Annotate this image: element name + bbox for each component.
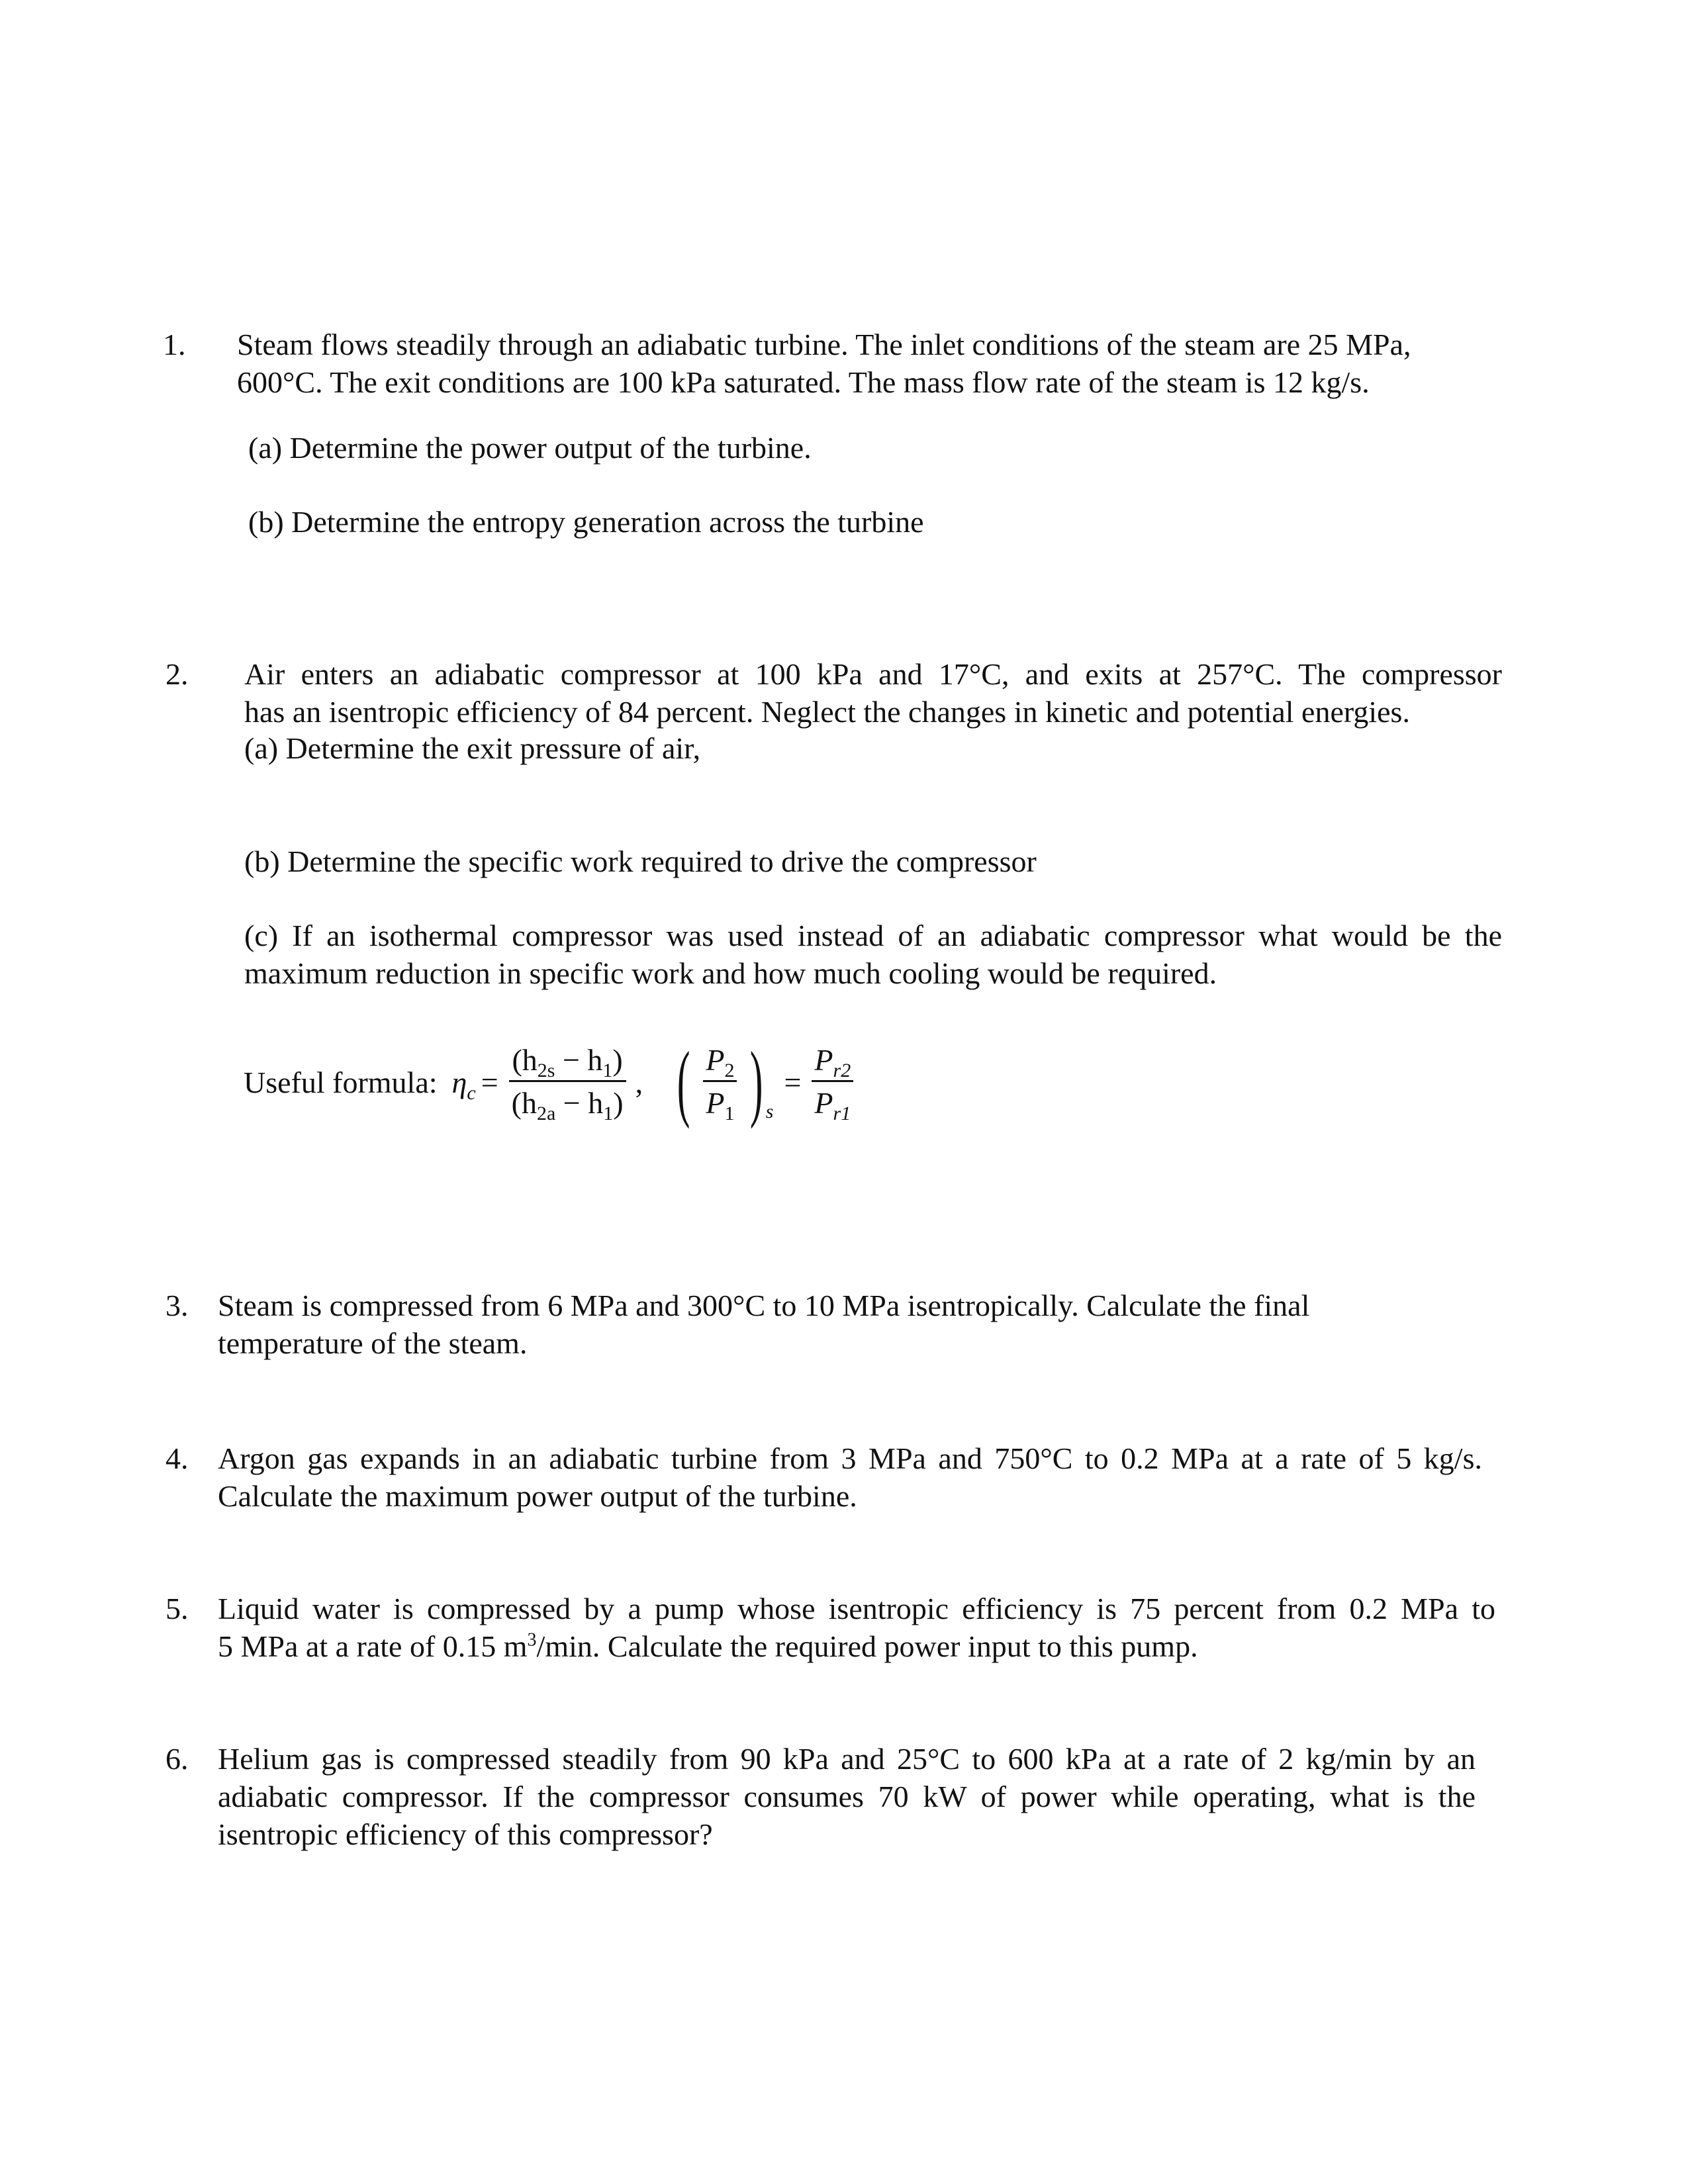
eta-subscript: c bbox=[467, 1081, 476, 1104]
question-number: 1. bbox=[163, 328, 186, 361]
paren: ) bbox=[613, 1085, 624, 1120]
sub: r2 bbox=[833, 1059, 851, 1081]
question-text: 5 MPa at a rate of 0.15 m bbox=[218, 1629, 528, 1663]
question-part: (b) Determine the entropy generation across the turbine bbox=[248, 505, 924, 539]
question-text: Air enters an adiabatic compressor at 100 kPa and 17°C, and exits at 257°C. The compressor bbox=[244, 657, 1502, 691]
question-part: (b) Determine the specific work required to drive the compressor bbox=[244, 844, 1037, 878]
equals-sign: = bbox=[481, 1065, 498, 1099]
eta-symbol: η bbox=[451, 1065, 467, 1099]
p: P bbox=[814, 1085, 833, 1120]
sub: 2s bbox=[537, 1059, 555, 1081]
paren: ) bbox=[612, 1042, 623, 1077]
superscript: 3 bbox=[527, 1629, 537, 1651]
question-part: (a) Determine the power output of the turbine. bbox=[248, 431, 812, 465]
efficiency-fraction bbox=[509, 1040, 626, 1124]
question-text: 600°C. The exit conditions are 100 kPa saturated. The mass flow rate of the steam is 12 kg/s. bbox=[237, 365, 1370, 399]
question-number: 3. bbox=[165, 1289, 189, 1322]
equals-sign: = bbox=[784, 1065, 802, 1099]
question-text: Steam flows steadily through an adiabatic turbine. The inlet conditions of the steam are 25 MPa, bbox=[237, 328, 1411, 361]
p: P bbox=[706, 1042, 725, 1077]
relative-pressure-ratio bbox=[812, 1040, 853, 1124]
question-text: isentropic efficiency of this compressor? bbox=[218, 1817, 713, 1851]
right-paren: ) bbox=[750, 1034, 763, 1130]
sub: r1 bbox=[833, 1102, 851, 1124]
sub: 1 bbox=[602, 1059, 613, 1081]
minus-h: − h bbox=[555, 1085, 604, 1120]
question-part: maximum reduction in specific work and how much cooling would be required. bbox=[244, 956, 1217, 990]
sub: 2a bbox=[536, 1102, 556, 1124]
comma: , bbox=[635, 1065, 643, 1099]
question-number: 4. bbox=[165, 1441, 189, 1475]
question-number: 5. bbox=[165, 1592, 189, 1625]
sub: s bbox=[765, 1101, 774, 1122]
p: P bbox=[814, 1042, 833, 1077]
question-part: (a) Determine the exit pressure of air, bbox=[244, 731, 701, 765]
question-text: Helium gas is compressed steadily from 90 kPa and 25°C to 600 kPa at a rate of 2 kg/min by an bbox=[218, 1742, 1476, 1776]
sub: 2 bbox=[724, 1059, 735, 1081]
useful-formula bbox=[244, 1032, 859, 1132]
question-text: Steam is compressed from 6 MPa and 300°C to 10 MPa isentropically. Calculate the final bbox=[218, 1289, 1310, 1322]
denominator-h: (h bbox=[511, 1085, 537, 1120]
minus-h: − h bbox=[555, 1042, 603, 1077]
formula-label: Useful formula: bbox=[244, 1065, 438, 1099]
question-part: (c) If an isothermal compressor was used instead of an adiabatic compressor what would be the bbox=[244, 919, 1502, 952]
question-text: Liquid water is compressed by a pump whose isentropic efficiency is 75 percent from 0.2 MPa to bbox=[218, 1592, 1495, 1625]
question-number: 6. bbox=[165, 1742, 189, 1776]
pressure-ratio bbox=[703, 1040, 737, 1124]
question-text: adiabatic compressor. If the compressor consumes 70 kW of power while operating, what is the bbox=[218, 1780, 1476, 1813]
p: P bbox=[706, 1085, 725, 1120]
question-text: Argon gas expands in an adiabatic turbine from 3 MPa and 750°C to 0.2 MPa at a rate of 5 kg/s. bbox=[218, 1441, 1482, 1475]
numerator-h: (h bbox=[512, 1042, 538, 1077]
question-text: temperature of the steam. bbox=[218, 1326, 528, 1360]
question-number: 2. bbox=[165, 657, 189, 691]
question-text: /min. Calculate the required power input to this pump. bbox=[536, 1629, 1198, 1663]
left-paren: ( bbox=[677, 1034, 690, 1130]
sub: 1 bbox=[724, 1102, 735, 1124]
sub: 1 bbox=[603, 1102, 614, 1124]
question-text: Calculate the maximum power output of the turbine. bbox=[218, 1479, 857, 1513]
question-text: has an isentropic efficiency of 84 percent. Neglect the changes in kinetic and potential energies. bbox=[244, 695, 1410, 729]
